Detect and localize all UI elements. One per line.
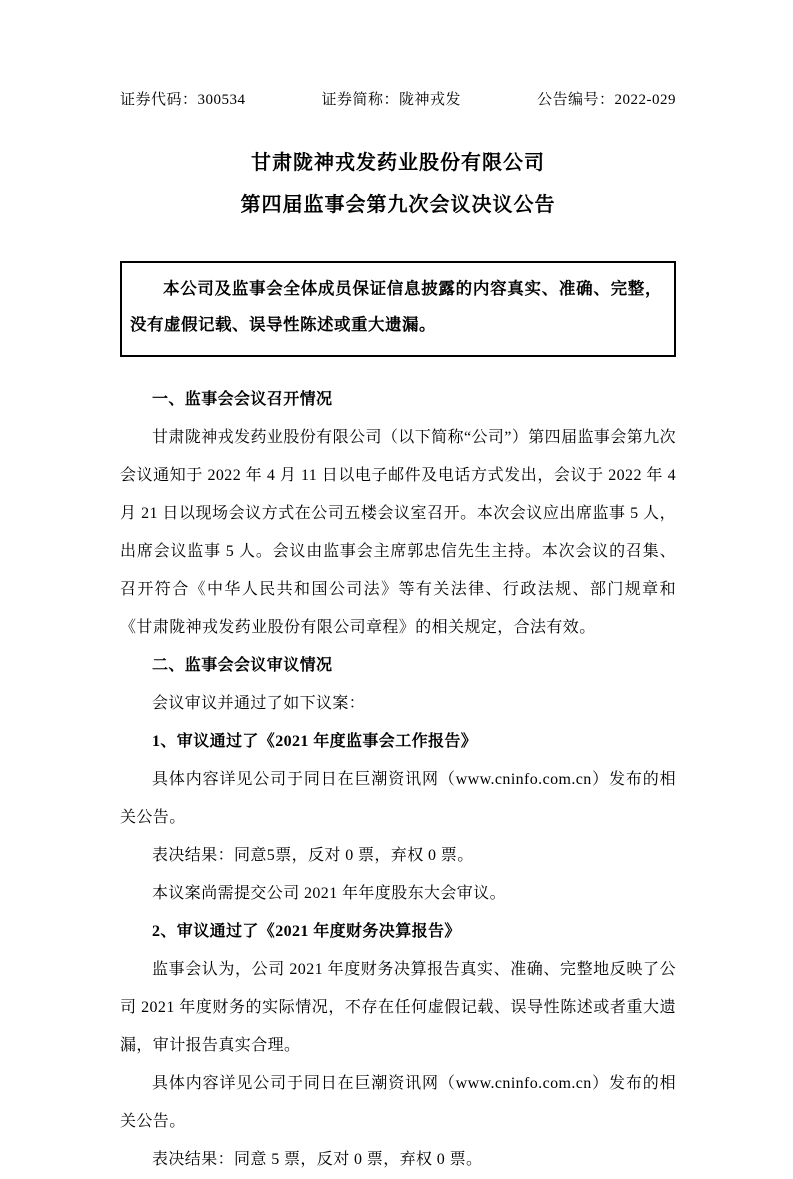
company-name-title: 甘肃陇神戎发药业股份有限公司: [251, 152, 545, 174]
section-1-heading: 一、监事会会议召开情况: [152, 391, 333, 408]
item-1-note: 本议案尚需提交公司 2021 年年度股东大会审议。: [152, 885, 507, 902]
disclaimer-text: 本公司及监事会全体成员保证信息披露的内容真实、准确、完整，没有虚假记载、误导性陈述或重大遗漏。: [130, 279, 662, 334]
stock-code: 证券代码：300534: [120, 92, 246, 108]
item-2-heading: 2、审议通过了《2021 年度财务决算报告》: [152, 923, 461, 940]
item-1-vote-result: 表决结果：同意5票，反对 0 票，弃权 0 票。: [152, 847, 474, 864]
item-2-detail: 具体内容详见公司于同日在巨潮资讯网（www.cninfo.com.cn）发布的相关公告。: [120, 1075, 676, 1130]
item-2-vote-result: 表决结果：同意 5 票，反对 0 票，弃权 0 票。: [152, 1151, 483, 1168]
section-2-intro: 会议审议并通过了如下议案：: [152, 695, 366, 712]
stock-abbr: 证券简称：陇神戎发: [321, 92, 462, 108]
document-title: [120, 142, 676, 226]
announcement-number: 公告编号：2022-029: [537, 92, 676, 108]
section-1-paragraph: 甘肃陇神戎发药业股份有限公司（以下简称“公司”）第四届监事会第九次会议通知于 2022 年 4 月 11 日以电子邮件及电话方式发出，会议于 2022 年 4 月 21 日以现场会议方式在公司五楼会议室召开。本次会议应出席监事 5 人，出席会议监事 5 人。会议由监事会主席郭忠信先生主持。本次会议的召集、召开符合《中华人民共和国公司法》等有关法律、行政法规、部门规章和《甘肃陇神戎发药业股份有限公司章程》的相关规定，合法有效。: [120, 429, 676, 636]
section-2-heading: 二、监事会会议审议情况: [152, 657, 333, 674]
document-body: [120, 381, 676, 1179]
disclaimer-box: [120, 261, 676, 357]
item-1-heading: 1、审议通过了《2021 年度监事会工作报告》: [152, 733, 478, 750]
announcement-title: 第四届监事会第九次会议决议公告: [240, 194, 556, 216]
document-header-row: [120, 88, 676, 109]
item-2-paragraph: 监事会认为，公司 2021 年度财务决算报告真实、准确、完整地反映了公司 2021 年度财务的实际情况，不存在任何虚假记载、误导性陈述或者重大遗漏，审计报告真实合理。: [120, 961, 676, 1054]
item-1-detail: 具体内容详见公司于同日在巨潮资讯网（www.cninfo.com.cn）发布的相关公告。: [120, 771, 676, 826]
